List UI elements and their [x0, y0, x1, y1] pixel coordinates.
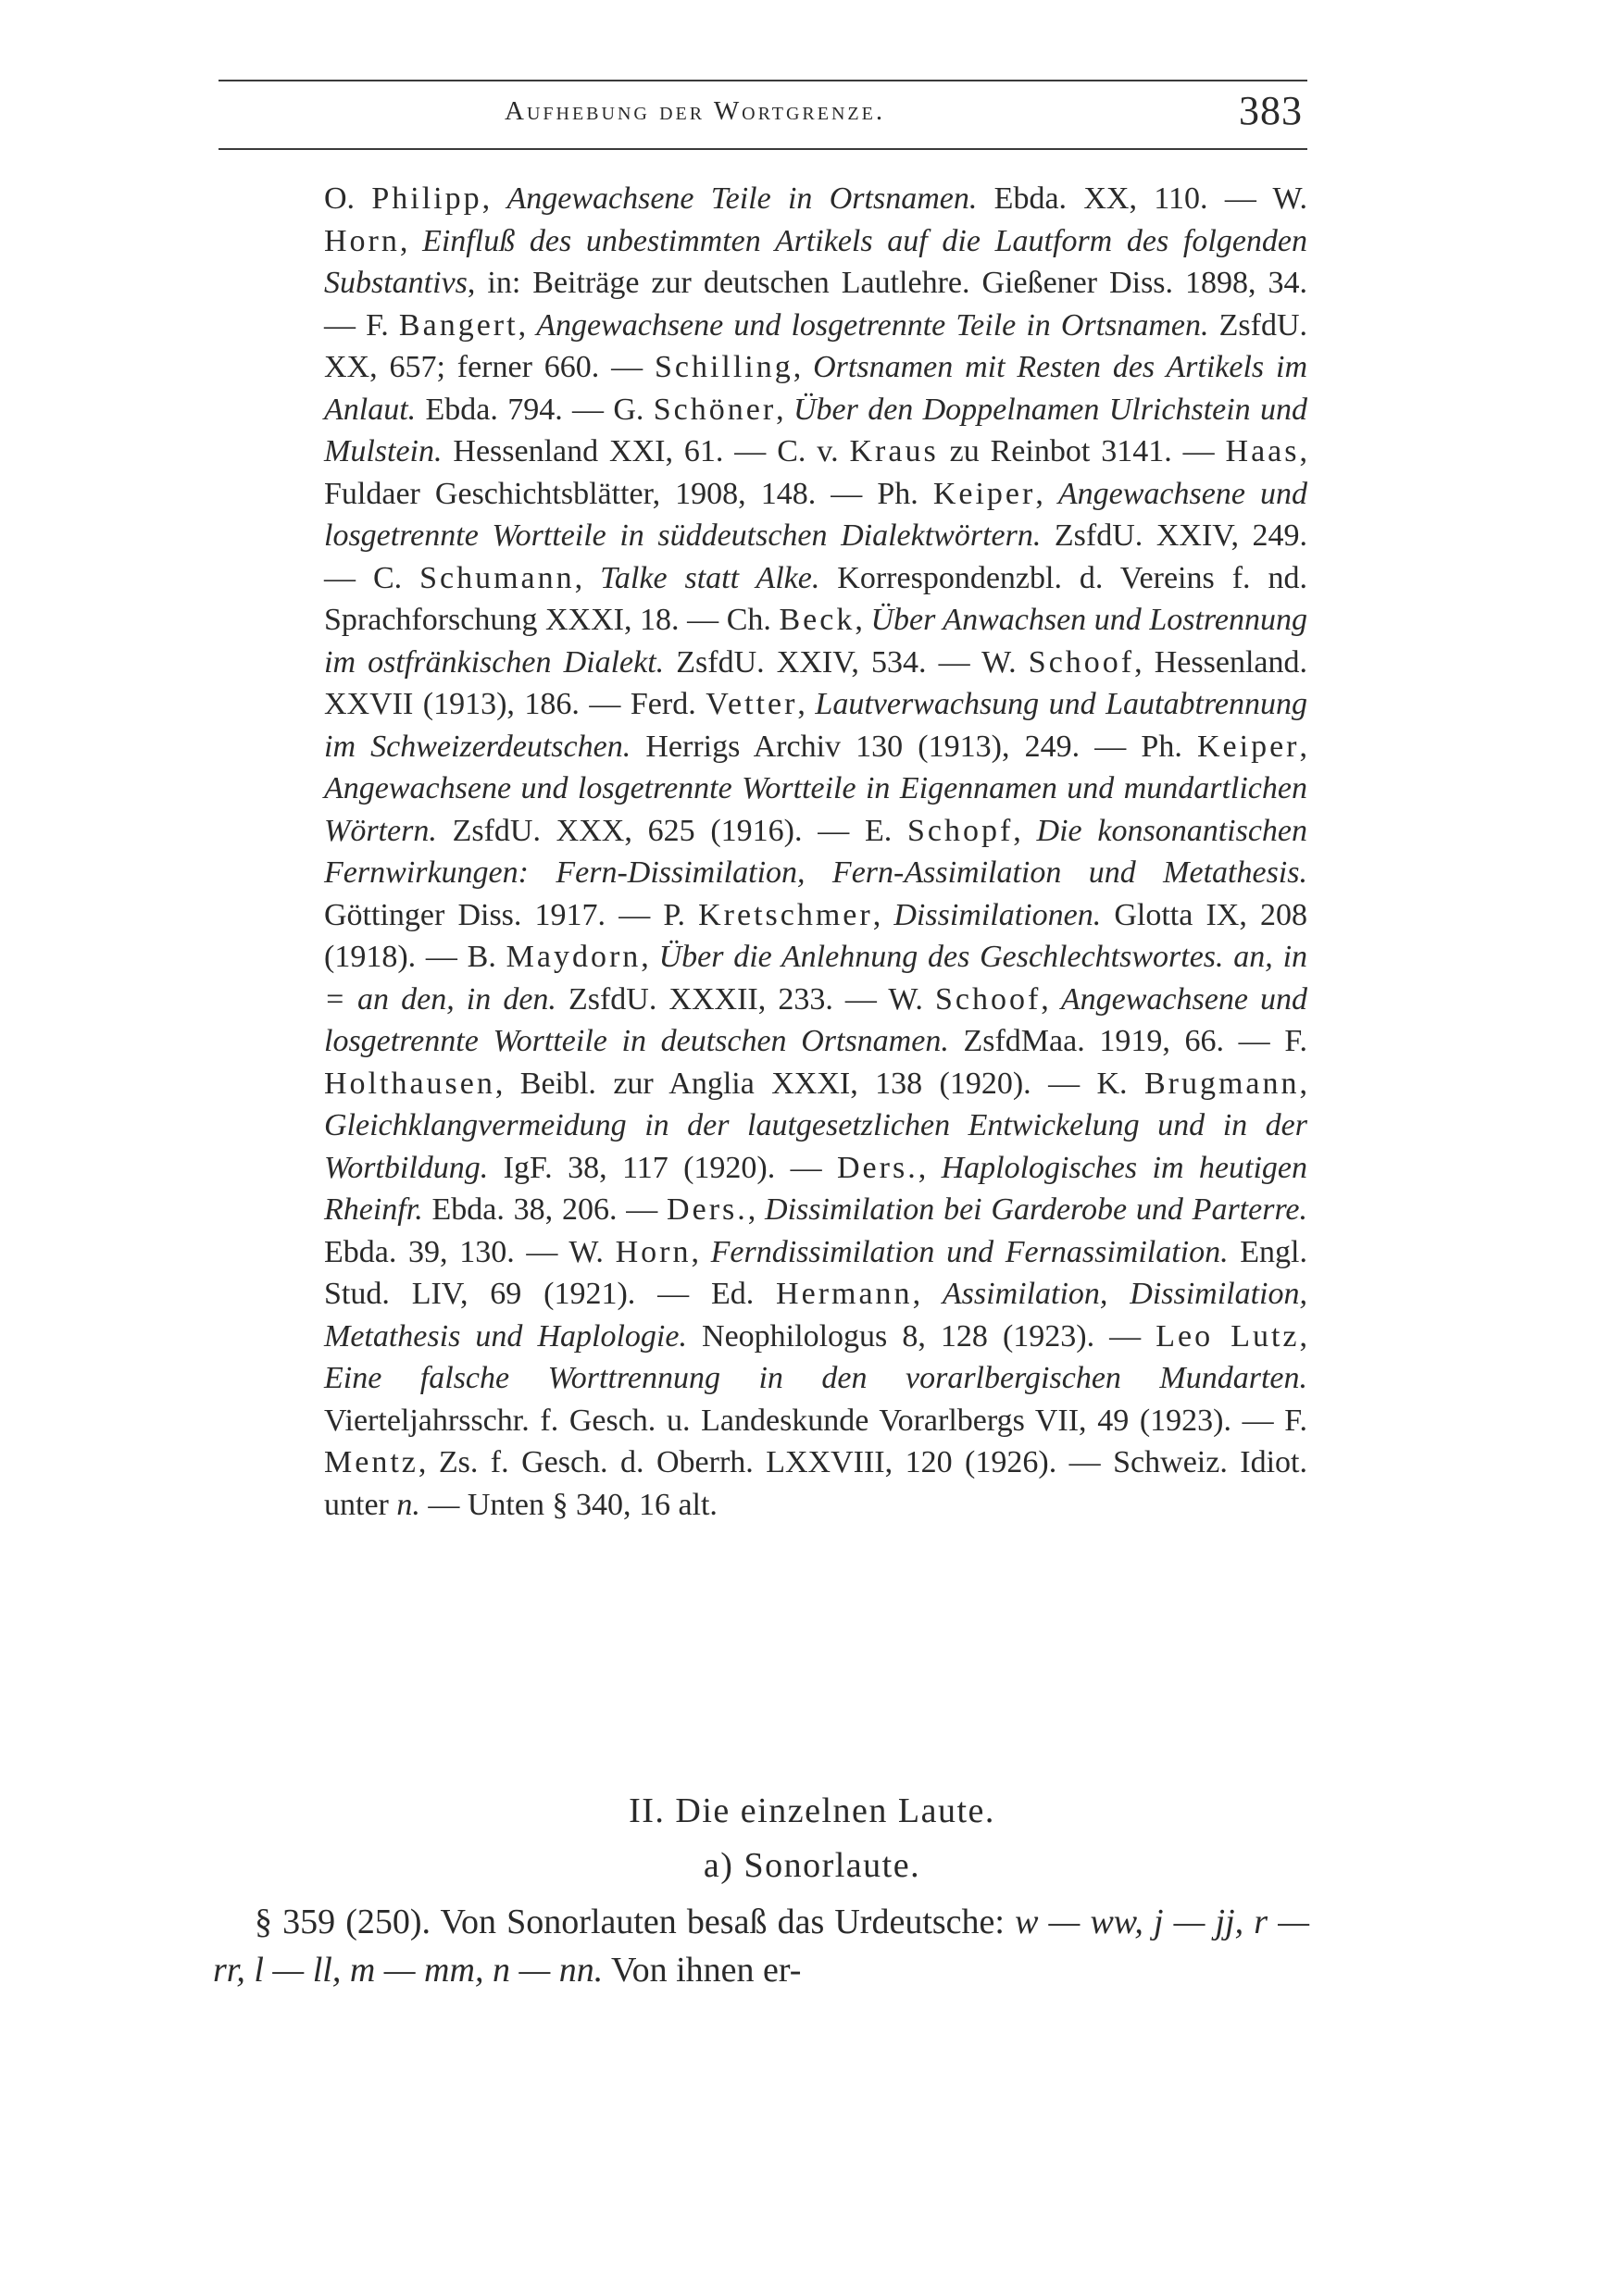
bibliography-block: [324, 178, 1307, 1526]
subsection-heading: a) Sonorlaute.: [703, 1846, 921, 1885]
italic-title: Ferndissimilation und Fernassimilation.: [710, 1234, 1229, 1269]
author-name: Schumann: [419, 560, 575, 595]
citation-text: ZsfdU. XXX, 625 (1916). — E.: [436, 813, 907, 848]
citation-text: Herrigs Archiv 130 (1913), 249. — Ph.: [631, 729, 1197, 764]
author-name: Schopf: [906, 813, 1014, 848]
header-rule-bottom: [219, 148, 1307, 150]
author-name: Bangert: [398, 307, 518, 343]
italic-title: Über den Doppelnamen Ulrichstein und Mulstein.: [324, 392, 1308, 468]
citation-text: Glotta IX, 208 (1918). — B.: [324, 897, 1307, 974]
author-name: Hermann: [776, 1277, 913, 1311]
author-name: Schoof: [934, 981, 1042, 1017]
author-name: Kretschmer: [698, 897, 873, 932]
citation-text: Engl. Stud. LIV, 69 (1921). — Ed.: [324, 1234, 1307, 1311]
author-name: Leo Lutz: [1156, 1318, 1300, 1354]
italic-title: Angewachsene und losgetrennte Wortteile in deutschen Ortsnamen.: [324, 981, 1307, 1058]
italic-title: w — ww, j — jj, r — rr, l — ll, m — mm, n — nn.: [213, 1903, 1309, 1990]
citation-text: Ebda. XX, 110. — W.: [977, 181, 1307, 216]
citation-text: ,: [855, 603, 871, 637]
citation-text: ,: [1299, 1318, 1308, 1354]
citation-text: Neophilologus 8, 128 (1923). —: [686, 1318, 1156, 1354]
citation-text: ,: [912, 1277, 943, 1311]
citation-text: , Beibl. zur Anglia XXXI, 138 (1920). — K.: [494, 1066, 1144, 1101]
author-name: Vetter: [706, 687, 798, 721]
citation-text: ,: [793, 350, 814, 384]
citation-text: Vierteljahrsschr. f. Gesch. u. Landeskunde Vorarlbergs VII, 49 (1923). — F.: [324, 1403, 1307, 1438]
author-name: Schoof: [1028, 644, 1135, 680]
italic-title: Angewachsene und losgetrennte Teile in Ortsnamen.: [536, 307, 1209, 343]
citation-text: , Hessenland. XXVII (1913), 186. — Ferd.: [324, 644, 1307, 721]
italic-title: Über die Anlehnung des Geschlechtswortes. an, in = an den, in den.: [324, 940, 1308, 1017]
citation-text: Hessenland XXI, 61. — C. v.: [442, 434, 850, 468]
citation-text: ,: [797, 687, 816, 721]
italic-title: Dissimilationen.: [893, 897, 1102, 932]
italic-title: Einfluß des unbestimmten Artikels auf die Lautform des folgenden Substantivs: [324, 223, 1308, 300]
author-name: Mentz: [324, 1445, 418, 1479]
citation-text: ZsfdU. XXIV, 534. — W.: [664, 644, 1029, 680]
author-name: Maydorn: [506, 940, 642, 974]
citation-text: ,: [1299, 1066, 1307, 1101]
page-number: 383: [1239, 88, 1303, 133]
citation-text: ,: [481, 181, 507, 216]
author-name: Horn: [324, 223, 400, 258]
citation-text: Ebda. 39, 130. — W.: [324, 1234, 616, 1269]
citation-text: , Zs. f. Gesch. d. Oberrh. LXXVIII, 120 (1926). — Schweiz. Idiot. unter: [324, 1445, 1307, 1522]
italic-title: Angewachsene Teile in Ortsnamen.: [506, 181, 978, 216]
author-name: Beck: [779, 603, 856, 637]
italic-title: Talke statt Alke.: [600, 560, 820, 595]
citation-text: ,: [1013, 813, 1037, 848]
citation-text: ,: [641, 940, 659, 974]
citation-text: ,: [1041, 981, 1061, 1017]
citation-text: ZsfdU. XXIV, 249. — C.: [324, 518, 1308, 595]
citation-text: ,: [691, 1234, 711, 1269]
author-name: Haas: [1225, 434, 1300, 468]
section-heading: II. Die einzelnen Laute.: [629, 1791, 995, 1830]
italic-title: Über Anwachsen und Lostrennung im ostfränkischen Dialekt.: [324, 603, 1307, 680]
italic-title: Gleichklangvermeidung in der lautgesetzlichen Entwickelung und in der Wortbildung.: [324, 1108, 1307, 1185]
citation-text: — Unten § 340, 16 alt.: [419, 1487, 718, 1522]
running-head: Aufhebung der Wortgrenze.: [505, 96, 886, 126]
italic-title: Die konsonantischen Fernwirkungen: Fern-Dissimilation, Fern-Assimilation und Metathesis.: [324, 813, 1308, 890]
citation-text: Göttinger Diss. 1917. — P.: [324, 897, 699, 932]
citation-text: Ebda. 794. — G.: [416, 392, 654, 427]
header-rule-top: [219, 80, 1307, 81]
citation-text: ZsfdU. XXXII, 233. — W.: [556, 981, 935, 1017]
citation-text: ,: [918, 1150, 942, 1185]
citation-text: ,: [747, 1192, 766, 1227]
citation-text: ,: [872, 897, 894, 932]
author-name: Schöner: [653, 392, 777, 427]
citation-text: , Fuldaer Geschichtsblätter, 1908, 148. — Ph.: [324, 434, 1307, 511]
citation-text: Ebda. 38, 206. —: [422, 1192, 668, 1227]
italic-title: n.: [396, 1487, 420, 1522]
citation-text: zu Reinbot 3141. —: [938, 434, 1226, 468]
author-name: Keiper: [932, 476, 1036, 511]
italic-title: Eine falsche Worttrennung in den vorarlbergischen Mundarten.: [324, 1361, 1307, 1395]
italic-title: Ortsnamen mit Resten des Artikels im Anlaut.: [324, 350, 1307, 427]
author-name: Horn: [615, 1234, 692, 1269]
author-name: Ders.: [837, 1150, 918, 1185]
author-name: Kraus: [849, 434, 939, 468]
citation-text: ,: [518, 307, 537, 343]
citation-text: O.: [324, 181, 372, 216]
italic-title: Dissimilation bei Garderobe und Parterre.: [765, 1192, 1308, 1227]
author-name: Keiper: [1196, 729, 1300, 764]
author-name: Brugmann: [1143, 1066, 1300, 1101]
paragraph-359: [213, 1898, 1309, 1994]
author-name: Schilling: [654, 350, 793, 384]
author-name: Ders.: [667, 1192, 748, 1227]
italic-title: Lautverwachsung und Lautabtrennung im Schweizerdeutschen.: [324, 687, 1308, 764]
italic-title: Angewachsene und losgetrennte Wortteile in süddeutschen Dialektwörtern.: [324, 476, 1307, 553]
citation-text: Korrespondenzbl. d. Vereins f. nd. Sprachforschung XXXI, 18. — Ch.: [324, 560, 1307, 637]
author-name: Philipp: [371, 181, 482, 216]
citation-text: ,: [776, 392, 793, 427]
paragraph-text: Von ihnen er-: [603, 1951, 802, 1990]
author-name: Holthausen: [324, 1066, 495, 1101]
citation-text: ,: [399, 223, 423, 258]
citation-text: ,: [1299, 729, 1307, 764]
citation-text: IgF. 38, 117 (1920). —: [488, 1150, 837, 1185]
citation-text: ZsfdU. XX, 657; ferner 660. —: [324, 307, 1308, 384]
citation-text: ,: [1035, 476, 1058, 511]
italic-title: Angewachsene und losgetrennte Wortteile in Eigennamen und mundartlichen Wörtern.: [324, 771, 1307, 848]
paragraph-text: § 359 (250). Von Sonorlauten besaß das Urdeutsche:: [255, 1903, 1016, 1941]
citation-text: ZsfdMaa. 1919, 66. — F.: [948, 1024, 1308, 1058]
italic-title: Assimilation, Dissimilation, Metathesis und Haplologie.: [324, 1277, 1308, 1354]
italic-title: Haplologisches im heutigen Rheinfr.: [324, 1150, 1307, 1227]
citation-text: , in: Beiträge zur deutschen Lautlehre. Gießener Diss. 1898, 34. — F.: [324, 266, 1307, 343]
citation-text: ,: [574, 560, 601, 595]
